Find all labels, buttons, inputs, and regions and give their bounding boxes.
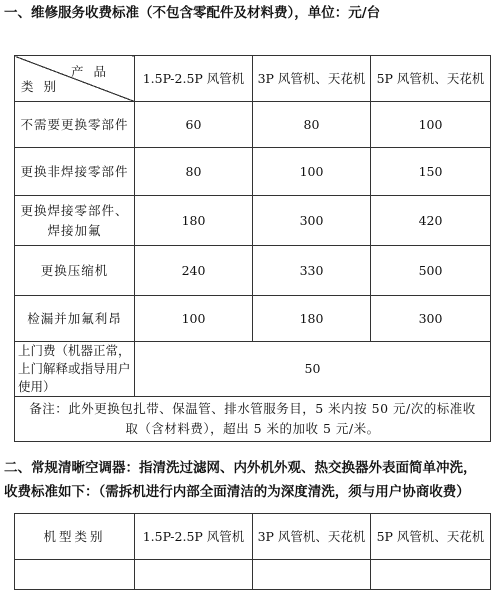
table-header-row bbox=[15, 56, 491, 102]
price-cell: 300 bbox=[253, 196, 371, 246]
table-row bbox=[15, 246, 491, 296]
section2-title-line2: 收费标准如下：（需拆机进行内部全面清洁的为深度清洗，须与用户协商收费） bbox=[4, 484, 470, 500]
price-cell: 100 bbox=[253, 148, 371, 196]
section2-title bbox=[4, 456, 496, 504]
column-header: 3P 风管机、天花机 bbox=[253, 56, 371, 102]
empty-cell bbox=[371, 560, 491, 590]
price-cell: 60 bbox=[135, 102, 253, 148]
note-text: 备注：此外更换包扎带、保温管、排水管服务目，5 米内按 50 元/次的标准收取（含材料费），超出 5 米的加收 5 元/米。 bbox=[15, 397, 491, 442]
price-cell: 420 bbox=[371, 196, 491, 246]
model-category-header: 机型类别 bbox=[15, 514, 135, 560]
row-label: 更换非焊接零部件 bbox=[15, 148, 135, 196]
section2-title-line1: 二、常规清晰空调器：指清洗过滤网、内外机外观、热交换器外表面简单冲洗， bbox=[4, 460, 477, 476]
row-label: 检漏并加氟利昂 bbox=[15, 296, 135, 342]
column-header: 3P 风管机、天花机 bbox=[253, 514, 371, 560]
price-cell: 80 bbox=[253, 102, 371, 148]
table-header-row bbox=[15, 514, 491, 560]
visit-fee-row bbox=[15, 342, 491, 397]
price-cell: 500 bbox=[371, 246, 491, 296]
empty-cell bbox=[253, 560, 371, 590]
price-cell: 150 bbox=[371, 148, 491, 196]
price-cell: 180 bbox=[253, 296, 371, 342]
price-cell: 100 bbox=[371, 102, 491, 148]
corner-header-cell bbox=[15, 56, 135, 102]
table-row bbox=[15, 148, 491, 196]
cleaning-fee-table bbox=[14, 513, 491, 590]
price-cell: 330 bbox=[253, 246, 371, 296]
table-row bbox=[15, 296, 491, 342]
section1-title: 一、维修服务收费标准（不包含零配件及材料费），单位：元/台 bbox=[4, 5, 381, 21]
visit-fee-label: 上门费（机器正常，上门解释或指导用户使用） bbox=[15, 342, 135, 397]
corner-product-label: 产品 bbox=[70, 64, 116, 79]
empty-cell bbox=[15, 560, 135, 590]
column-header: 5P 风管机、天花机 bbox=[371, 56, 491, 102]
corner-category-label: 类别 bbox=[21, 79, 67, 94]
price-cell: 100 bbox=[135, 296, 253, 342]
repair-fee-table bbox=[14, 55, 491, 442]
price-cell: 180 bbox=[135, 196, 253, 246]
row-label: 更换焊接零部件、焊接加氟 bbox=[15, 196, 135, 246]
row-label: 更换压缩机 bbox=[15, 246, 135, 296]
price-cell: 240 bbox=[135, 246, 253, 296]
table-row bbox=[15, 560, 491, 590]
column-header: 5P 风管机、天花机 bbox=[371, 514, 491, 560]
note-row bbox=[15, 397, 491, 442]
price-cell: 80 bbox=[135, 148, 253, 196]
visit-fee-value: 50 bbox=[135, 342, 491, 397]
empty-cell bbox=[135, 560, 253, 590]
table-row bbox=[15, 102, 491, 148]
column-header: 1.5P-2.5P 风管机 bbox=[135, 56, 253, 102]
column-header: 1.5P-2.5P 风管机 bbox=[135, 514, 253, 560]
row-label: 不需要更换零部件 bbox=[15, 102, 135, 148]
price-cell: 300 bbox=[371, 296, 491, 342]
table-row bbox=[15, 196, 491, 246]
